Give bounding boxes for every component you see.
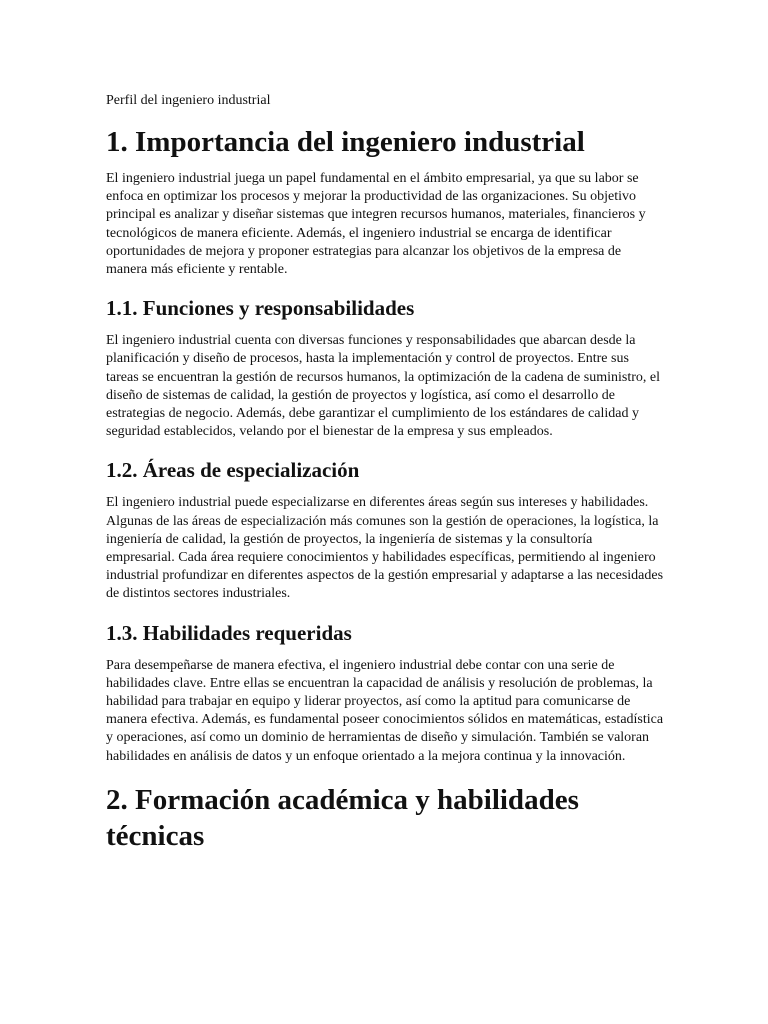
section-1-1-paragraph: El ingeniero industrial cuenta con diversas funciones y responsabilidades que abarcan desde la planificación y diseño de procesos, hasta la implementación y control de proyectos. Entre sus tareas se encuentran la gestión de recursos humanos, la optimización de la cadena de suministro, el diseño de sistemas de calidad, la gestión de proyectos y logística, así como el desarrollo de estrategias de negocio. Además, debe garantizar el cumplimiento de los estándares de calidad y seguridad establecidos, velando por el bienestar de la empresa y sus empleados.	[106, 333, 660, 440]
section-2-heading: 2. Formación académica y habilidades técnicas	[106, 783, 579, 852]
section-1-3-heading: 1.3. Habilidades requeridas	[106, 620, 352, 645]
section-1-1-heading: 1.1. Funciones y responsabilidades	[106, 296, 415, 321]
document-header: Perfil del ingeniero industrial	[106, 93, 271, 108]
section-1-2-paragraph: El ingeniero industrial puede especializarse en diferentes áreas según sus intereses y habilidades. Algunas de las áreas de especialización más comunes son la gestión de operaciones, la logística, la ingeniería de calidad, la gestión de proyectos, la ingeniería de sistemas y la consultoría empresarial. Cada área requiere conocimientos y habilidades específicas, permitiendo al ingeniero industrial profundizar en diferentes aspectos de la gestión empresarial y adaptarse a las necesidades de distintos sectores industriales.	[106, 495, 664, 602]
section-1-paragraph: El ingeniero industrial juega un papel fundamental en el ámbito empresarial, ya que su labor se enfoca en optimizar los procesos y mejorar la productividad de las organizaciones. Su objetivo principal es analizar y diseñar sistemas que integren recursos humanos, materiales, financieros y tecnológicos de manera eficiente. Además, el ingeniero industrial se encarga de identificar oportunidades de mejora y proponer estrategias para alcanzar los objetivos de la empresa de manera más eficiente y rentable.	[106, 171, 646, 278]
section-1-2-heading: 1.2. Áreas de especialización	[106, 458, 360, 483]
section-1-3-paragraph: Para desempeñarse de manera efectiva, el ingeniero industrial debe contar con una serie de habilidades clave. Entre ellas se encuentran la capacidad de análisis y resolución de problemas, la habilidad para trabajar en equipo y liderar proyectos, así como la aptitud para comunicarse de manera efectiva. Además, es fundamental poseer conocimientos sólidos en matemáticas, estadística y operaciones, así como un dominio de herramientas de diseño y simulación. También se valoran habilidades en análisis de datos y un enfoque orientado a la mejora continua y la innovación.	[106, 657, 664, 764]
section-1-heading: 1. Importancia del ingeniero industrial	[106, 126, 585, 158]
